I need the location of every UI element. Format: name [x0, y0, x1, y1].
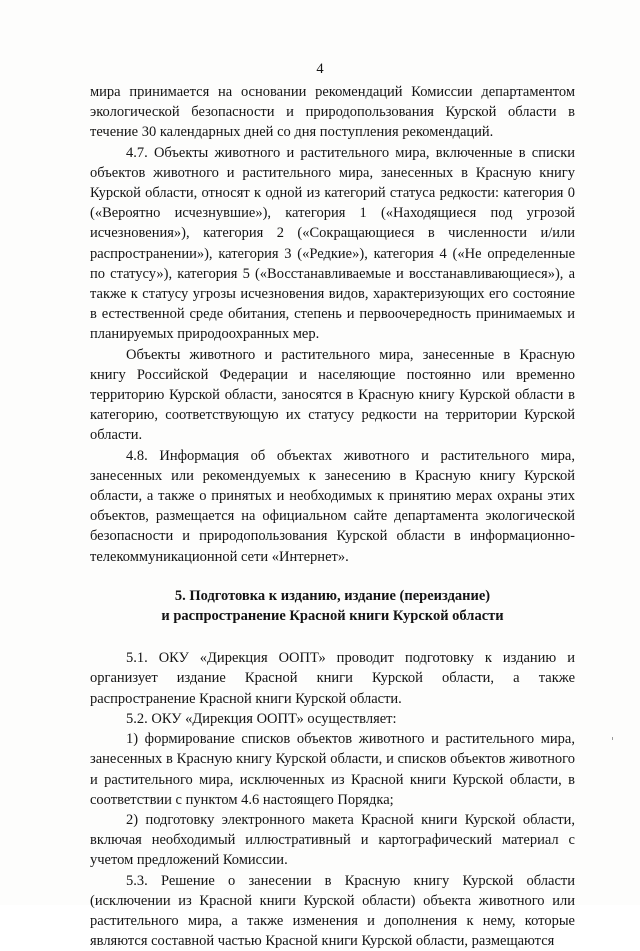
paragraph-continuation: мира принимается на основании рекомендаций Комиссии департаментом экологической безопасности и природопользования Курской области в течение 30 календарных дней со дня поступления рекомендаций.	[90, 84, 575, 141]
paragraph-5-2-item-1: 1) формирование списков объектов животного и растительного мира, занесенных в Красную книгу Курской области, и списков объектов животного и растительного мира, исключенных из Красной книги Курской области, в соответствии с пунктом 4.6 настоящего Порядка;	[90, 731, 575, 808]
document-body	[90, 82, 575, 951]
scan-speck	[612, 737, 613, 740]
paragraph-4-7: 4.7. Объекты животного и растительного мира, включенные в списки объектов животного и растительного мира, занесенных в Красную книгу Курской области, относят к одной из категорий статуса редкости: категория 0 («Вероятно исчезнувшие»), категория 1 («Находящиеся под угрозой исчезновения»), категория 2 («Сокращающиеся в численности и/или распространении»), категория 3 («Редкие»), категория 4 («Не определенные по статусу»), категория 5 («Восстанавливаемые и восстанавливающиеся»), а также к статусу угрозы исчезновения видов, характеризующих его состояние в естественной среде обитания, степень и первоочередность принимаемых и планируемых природоохранных мер.	[90, 144, 575, 343]
paragraph-4-8: 4.8. Информация об объектах животного и растительного мира, занесенных или рекомендуемых к занесению в Красную книгу Курской области, а также о принятых и необходимых к принятию мерах охраны этих объектов, размещается на официальном сайте департамента экологической безопасности и природопользования Курской области в информационно-телекоммуникационной сети «Интернет».	[90, 447, 575, 565]
section-5-heading-line-2: и распространение Красной книги Курской области	[161, 608, 504, 625]
paragraph-5-2-item-2: 2) подготовку электронного макета Красной книги Курской области, включая необходимый иллюстративный и картографический материал с учетом предложений Комиссии.	[90, 811, 575, 869]
section-5-heading	[90, 586, 575, 626]
section-5-heading-line-1: 5. Подготовка к изданию, издание (переиздание)	[174, 587, 491, 604]
paragraph-red-book-rf: Объекты животного и растительного мира, занесенные в Красную книгу Российской Федерации и населяющие постоянно или временно территорию Курской области, заносятся в Красную книгу Курской области в категорию, соответствующую их статусу редкости на территории Курской области.	[90, 346, 575, 444]
page-number: 4	[316, 61, 324, 77]
paragraph-5-3: 5.3. Решение о занесении в Красную книгу Курской области (исключении из Красной книги Курской области) объекта животного или растительного мира, а также изменения и дополнения к нему, которые являются составной частью Красной книги Курской области, размещаются	[90, 872, 575, 950]
paragraph-5-2: 5.2. ОКУ «Дирекция ООПТ» осуществляет:	[126, 710, 397, 727]
paragraph-5-1: 5.1. ОКУ «Дирекция ООПТ» проводит подготовку к изданию и организует издание Красной книги Курской области, а также распространение Красной книги Курской области.	[90, 650, 575, 707]
